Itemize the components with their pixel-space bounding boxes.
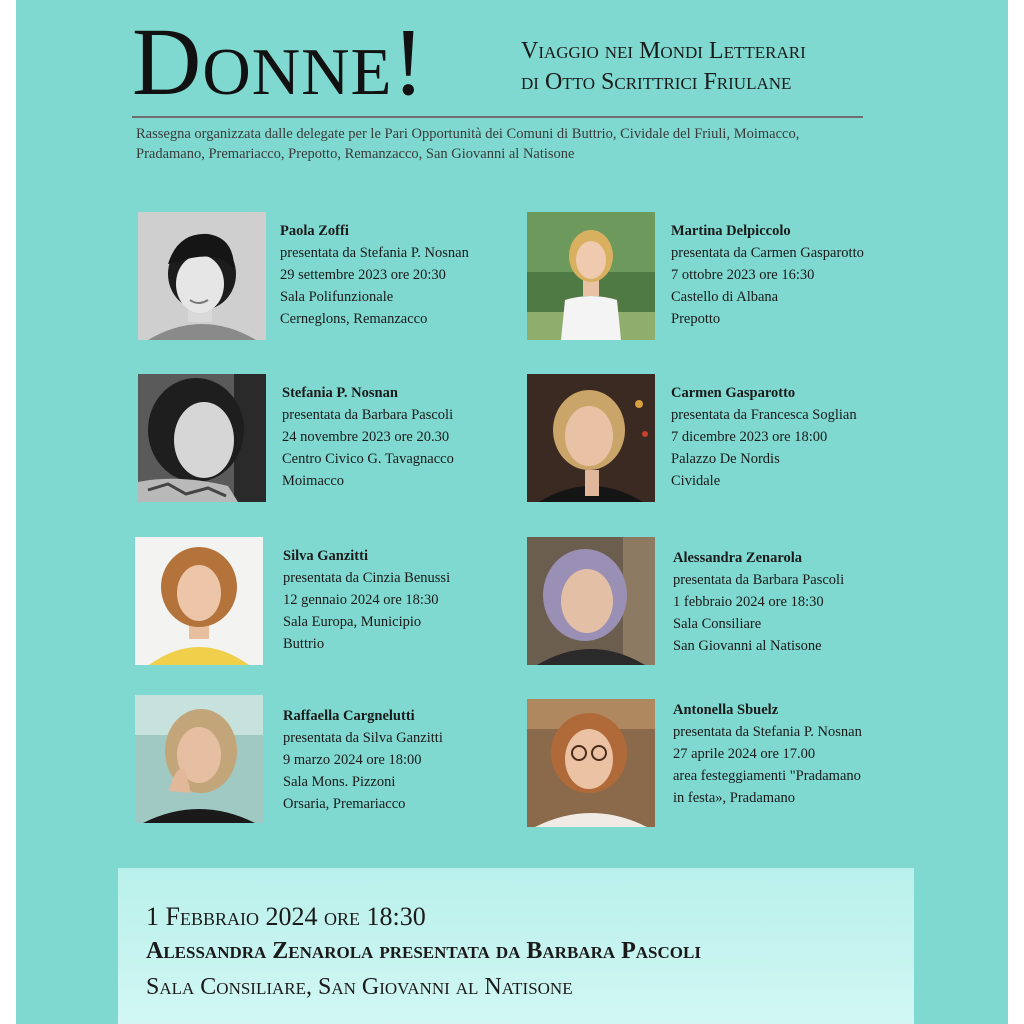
author-photo: [527, 699, 655, 827]
author-info: [673, 547, 844, 657]
author-presenter: presentata da Stefania P. Nosnan: [280, 245, 469, 261]
author-card: [138, 212, 558, 342]
author-place: in festa», Pradamano: [673, 790, 796, 806]
poster-title: Donne!: [132, 8, 426, 115]
author-venue: Centro Civico G. Tavagnacco: [282, 451, 454, 467]
author-venue: Palazzo De Nordis: [671, 451, 780, 467]
author-card: [135, 537, 555, 667]
author-photo: [135, 537, 263, 665]
author-place: San Giovanni al Natisone: [673, 638, 822, 654]
author-card: [138, 374, 558, 504]
author-venue: Sala Polifunzionale: [280, 289, 394, 305]
highlight-location: Sala Consiliare, San Giovanni al Natisone: [146, 974, 573, 1000]
author-place: Cividale: [671, 473, 721, 489]
author-photo: [135, 695, 263, 823]
author-place: Prepotto: [671, 311, 721, 327]
author-presenter: presentata da Cinzia Benussi: [283, 570, 451, 586]
author-presenter: presentata da Barbara Pascoli: [673, 572, 845, 588]
author-date: 7 ottobre 2023 ore 16:30: [671, 267, 815, 283]
author-place: Buttrio: [283, 636, 325, 652]
author-presenter: presentata da Carmen Gasparotto: [671, 245, 864, 261]
author-place: Cerneglons, Remanzacco: [280, 311, 428, 327]
subtitle-line-1: Viaggio nei Mondi Letterari: [521, 38, 806, 64]
author-info: [671, 382, 857, 492]
highlight-event: Alessandra Zenarola presentata da Barbara Pascoli: [146, 938, 701, 964]
author-venue: Castello di Albana: [671, 289, 779, 305]
author-name: Paola Zoffi: [280, 223, 349, 239]
highlight-date: 1 Febbraio 2024 ore 18:30: [146, 902, 426, 931]
author-photo: [527, 537, 655, 665]
author-photo: [527, 212, 655, 340]
highlight-box: [118, 868, 914, 1024]
author-date: 9 marzo 2024 ore 18:00: [283, 752, 422, 768]
author-name: Stefania P. Nosnan: [282, 385, 398, 401]
author-name: Alessandra Zenarola: [673, 550, 803, 566]
author-date: 27 aprile 2024 ore 17.00: [673, 746, 816, 762]
author-card: [135, 695, 555, 825]
author-name: Silva Ganzitti: [283, 548, 368, 564]
author-info: [283, 705, 443, 815]
author-presenter: presentata da Silva Ganzitti: [283, 730, 443, 746]
author-date: 7 dicembre 2023 ore 18:00: [671, 429, 828, 445]
intro-line-1: Rassegna organizzata dalle delegate per le Pari Opportunità dei Comuni di Buttrio, Cividale del Friuli, Moimacco,: [136, 126, 800, 142]
author-photo: [138, 374, 266, 502]
title-divider: [132, 116, 863, 118]
author-presenter: presentata da Barbara Pascoli: [282, 407, 454, 423]
poster: [16, 0, 1008, 1024]
author-name: Carmen Gasparotto: [671, 385, 796, 401]
author-photo: [527, 374, 655, 502]
author-date: 1 febbraio 2024 ore 18:30: [673, 594, 824, 610]
author-card: [527, 537, 947, 667]
author-info: [282, 382, 454, 492]
author-date: 29 settembre 2023 ore 20:30: [280, 267, 446, 283]
author-info: [671, 220, 864, 330]
author-date: 12 gennaio 2024 ore 18:30: [283, 592, 439, 608]
author-info: [283, 545, 450, 655]
author-photo: [138, 212, 266, 340]
subtitle-line-2: di Otto Scrittrici Friulane: [521, 69, 792, 95]
author-card: [527, 212, 947, 342]
intro-line-2: Pradamano, Premariacco, Prepotto, Remanzacco, San Giovanni al Natisone: [136, 146, 575, 162]
author-place: Orsaria, Premariacco: [283, 796, 406, 812]
author-name: Antonella Sbuelz: [673, 702, 779, 718]
author-venue: Sala Mons. Pizzoni: [283, 774, 396, 790]
author-card: [527, 374, 947, 504]
author-presenter: presentata da Francesca Soglian: [671, 407, 857, 423]
author-card: [527, 699, 947, 829]
author-presenter: presentata da Stefania P. Nosnan: [673, 724, 862, 740]
author-date: 24 novembre 2023 ore 20.30: [282, 429, 450, 445]
poster-subtitle: [521, 36, 806, 98]
author-venue: area festeggiamenti "Pradamano: [673, 768, 861, 784]
author-venue: Sala Europa, Municipio: [283, 614, 422, 630]
author-info: [673, 699, 862, 809]
author-place: Moimacco: [282, 473, 345, 489]
intro-text: [136, 124, 876, 164]
author-info: [280, 220, 469, 330]
author-venue: Sala Consiliare: [673, 616, 762, 632]
author-name: Martina Delpiccolo: [671, 223, 791, 239]
author-name: Raffaella Cargnelutti: [283, 708, 415, 724]
